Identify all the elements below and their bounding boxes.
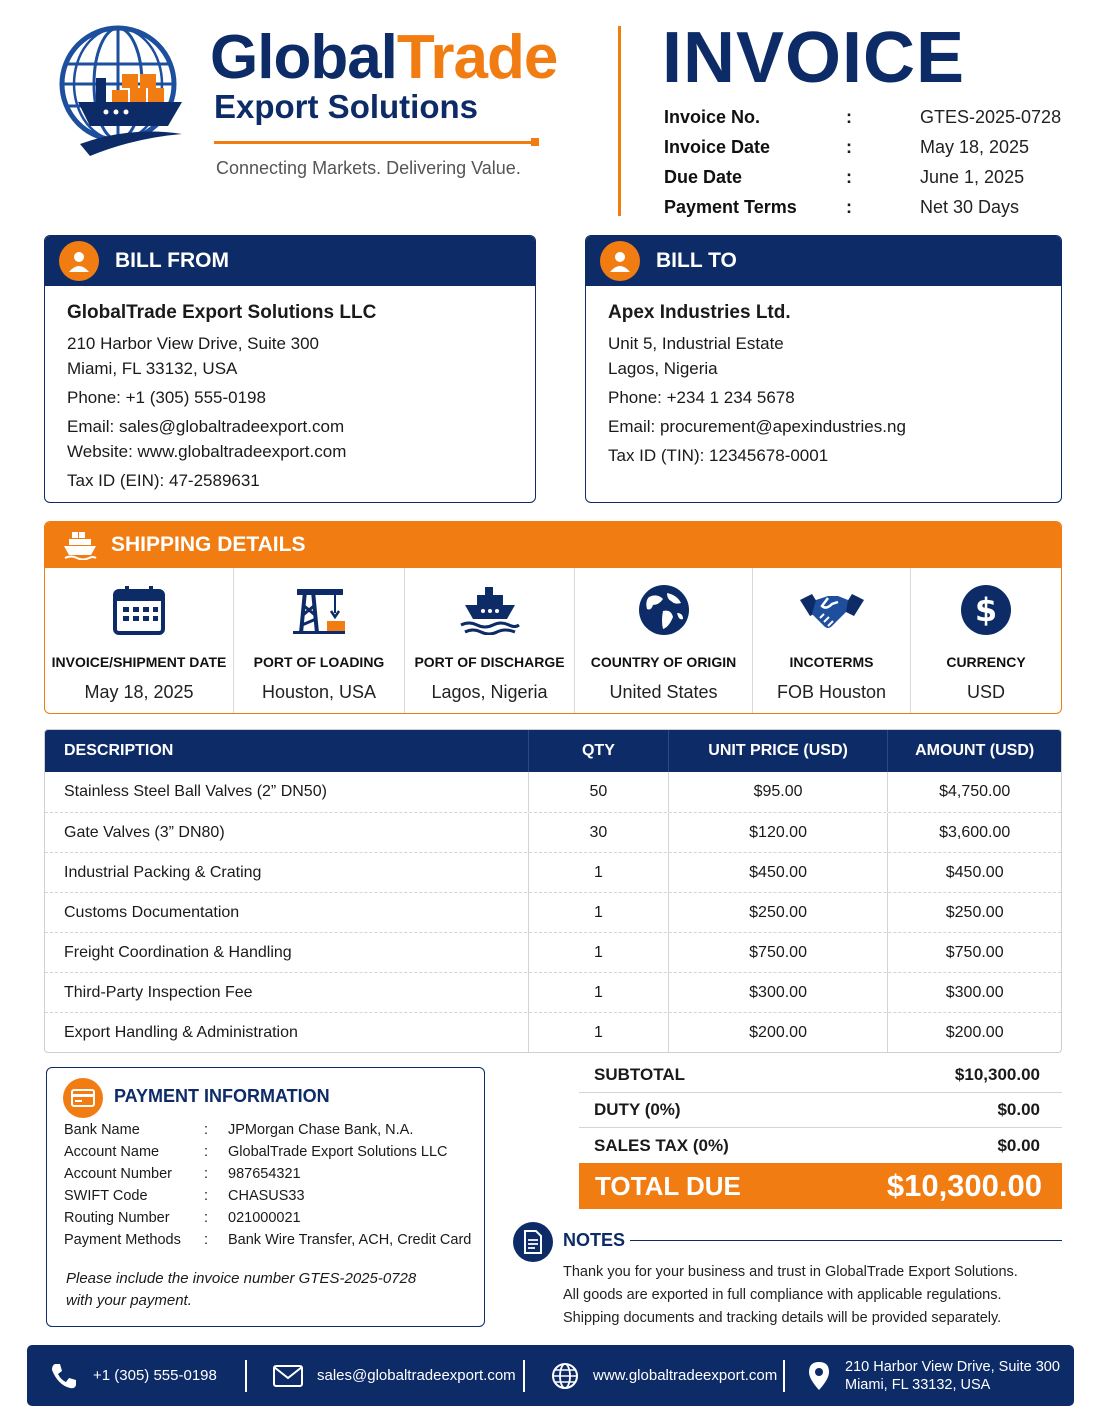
footer-bar xyxy=(27,1345,1074,1406)
brand-subtitle: Export Solutions xyxy=(214,88,478,125)
bank-name-row: Bank Name : JPMorgan Chase Bank, N.A. xyxy=(64,1122,414,1138)
payment-terms-row: Payment Terms : Net 30 Days xyxy=(664,196,1020,217)
credit-card-icon xyxy=(63,1078,103,1118)
col-qty-header: QTY xyxy=(528,730,668,772)
shipment-date-label: INVOICE/SHIPMENT DATE xyxy=(51,654,227,670)
due-date-row: Due Date : June 1, 2025 xyxy=(664,166,1025,187)
col-unit-price-header: UNIT PRICE (USD) xyxy=(668,730,888,772)
shipping-heading: SHIPPING DETAILS xyxy=(111,533,306,556)
invoice-meta xyxy=(664,102,1064,222)
globe-icon xyxy=(551,1362,579,1390)
table-row: Gate Valves (3” DN80) 30 $120.00 $3,600.00 xyxy=(45,812,1061,852)
payment-note: Please include the invoice number GTES-2025-0728 with your payment. xyxy=(66,1270,417,1309)
footer-address: 210 Harbor View Drive, Suite 300 Miami, FL 33132, USA xyxy=(807,1345,1060,1406)
table-row: Export Handling & Administration 1 $200.00 $200.00 xyxy=(45,1012,1061,1052)
seller-tax-id: Tax ID (EIN): 47-2589631 xyxy=(67,471,260,490)
buyer-tax-id: Tax ID (TIN): 12345678-0001 xyxy=(608,446,829,465)
payment-methods-row: Payment Methods : Bank Wire Transfer, ACH, Credit Card xyxy=(64,1232,472,1248)
brand-divider xyxy=(214,141,536,144)
bill-from-heading: BILL FROM xyxy=(115,249,229,272)
footer-phone[interactable]: +1 (305) 555-0198 xyxy=(49,1345,245,1406)
calendar-icon xyxy=(113,585,165,635)
totals-block xyxy=(579,1058,1062,1209)
table-row: Freight Coordination & Handling 1 $750.00 $750.00 xyxy=(45,932,1061,972)
table-header xyxy=(45,730,1061,772)
seller-website: Website: www.globaltradeexport.com xyxy=(67,442,347,461)
notes-heading: NOTES xyxy=(563,1230,626,1250)
shipment-date-cell xyxy=(45,568,234,713)
shipping-details-box xyxy=(44,521,1062,714)
footer-email[interactable]: sales@globaltradeexport.com xyxy=(273,1345,523,1406)
swift-code-row: SWIFT Code : CHASUS33 xyxy=(64,1188,305,1204)
dollar-icon xyxy=(960,584,1012,636)
header-divider xyxy=(618,26,621,216)
buyer-address-line1: Unit 5, Industrial Estate xyxy=(608,334,784,353)
subtotal-row: SUBTOTAL $10,300.00 xyxy=(579,1058,1062,1093)
country-of-origin-label: COUNTRY OF ORIGIN xyxy=(590,654,737,670)
seller-email: Email: sales@globaltradeexport.com xyxy=(67,417,345,436)
table-row: Third-Party Inspection Fee 1 $300.00 $300.00 xyxy=(45,972,1061,1012)
bill-to-header xyxy=(586,236,1061,286)
bill-to-box xyxy=(585,235,1062,503)
invoice-number-row: Invoice No. : GTES-2025-0728 xyxy=(664,106,1062,127)
shipment-date-value: May 18, 2025 xyxy=(84,682,194,702)
company-logo xyxy=(50,22,190,162)
sales-tax-row: SALES TAX (0%) $0.00 xyxy=(594,1135,1040,1155)
buyer-email: Email: procurement@apexindustries.ng xyxy=(608,417,906,436)
duty-row: DUTY (0%) $0.00 xyxy=(579,1093,1062,1128)
bill-to-heading: BILL TO xyxy=(656,249,737,272)
total-due-row: TOTAL DUE $10,300.00 xyxy=(579,1163,1062,1209)
port-of-discharge-value: Lagos, Nigeria xyxy=(431,682,548,702)
incoterms-label: INCOTERMS xyxy=(789,654,874,670)
currency-value: USD xyxy=(966,682,1005,702)
buyer-address-line2: Lagos, Nigeria xyxy=(608,359,718,378)
phone-icon xyxy=(49,1361,79,1391)
payment-heading: PAYMENT INFORMATION xyxy=(114,1086,330,1106)
notes-divider xyxy=(630,1240,1062,1241)
incoterms-cell xyxy=(753,568,911,713)
table-row: Stainless Steel Ball Valves (2” DN50) 50 $95.00 $4,750.00 xyxy=(45,772,1061,812)
seller-company: GlobalTrade Export Solutions LLC xyxy=(67,302,377,323)
account-name-row: Account Name : GlobalTrade Export Solutions LLC xyxy=(64,1144,448,1160)
person-icon xyxy=(600,241,640,281)
ship-icon xyxy=(459,585,521,635)
svg-text:$: $ xyxy=(974,591,998,629)
table-row: Customs Documentation 1 $250.00 $250.00 xyxy=(45,892,1061,932)
brand-block xyxy=(210,23,558,126)
document-icon xyxy=(513,1222,553,1262)
seller-address-line2: Miami, FL 33132, USA xyxy=(67,359,238,378)
invoice-date-row: Invoice Date : May 18, 2025 xyxy=(664,136,1030,157)
account-number-row: Account Number : 987654321 xyxy=(64,1166,301,1182)
envelope-icon xyxy=(273,1365,303,1387)
globe-icon xyxy=(637,583,691,637)
location-pin-icon xyxy=(807,1361,831,1391)
brand-name: GlobalTrade xyxy=(210,23,558,92)
currency-label: CURRENCY xyxy=(946,654,1026,670)
currency-cell xyxy=(911,568,1061,713)
buyer-phone: Phone: +234 1 234 5678 xyxy=(608,388,795,407)
incoterms-value: FOB Houston xyxy=(776,682,887,702)
seller-phone: Phone: +1 (305) 555-0198 xyxy=(67,388,266,407)
buyer-company: Apex Industries Ltd. xyxy=(608,302,791,323)
col-description-header: DESCRIPTION xyxy=(64,742,174,759)
brand-tagline: Connecting Markets. Delivering Value. xyxy=(216,158,521,178)
seller-address-line1: 210 Harbor View Drive, Suite 300 xyxy=(67,334,319,353)
footer-separator xyxy=(523,1360,525,1392)
table-row: Industrial Packing & Crating 1 $450.00 $450.00 xyxy=(45,852,1061,892)
footer-website[interactable]: www.globaltradeexport.com xyxy=(551,1345,783,1406)
footer-separator xyxy=(783,1360,785,1392)
country-of-origin-value: United States xyxy=(609,682,718,702)
invoice-title: INVOICE xyxy=(662,18,966,98)
port-of-loading-value: Houston, USA xyxy=(261,682,377,702)
port-of-loading-label: PORT OF LOADING xyxy=(253,654,385,670)
country-of-origin-cell xyxy=(575,568,753,713)
port-of-discharge-label: PORT OF DISCHARGE xyxy=(414,654,565,670)
crane-icon xyxy=(291,585,347,635)
col-amount-header: AMOUNT (USD) xyxy=(887,730,1061,772)
person-icon xyxy=(59,241,99,281)
bill-from-box xyxy=(44,235,536,503)
cargo-ship-icon xyxy=(63,530,97,560)
line-items-table xyxy=(44,729,1062,1053)
shipping-header xyxy=(45,522,1061,568)
notes-text: Thank you for your business and trust in GlobalTrade Export Solutions. All goods are exported in full compliance with applicable regulations. Shipping documents and tracking details will be provided separately. xyxy=(563,1264,1018,1326)
port-of-loading-cell xyxy=(234,568,405,713)
routing-number-row: Routing Number : 021000021 xyxy=(64,1210,301,1226)
handshake-icon xyxy=(798,586,866,634)
payment-info-box xyxy=(46,1067,485,1327)
port-of-discharge-cell xyxy=(405,568,575,713)
footer-separator xyxy=(245,1360,247,1392)
bill-from-header xyxy=(45,236,535,286)
